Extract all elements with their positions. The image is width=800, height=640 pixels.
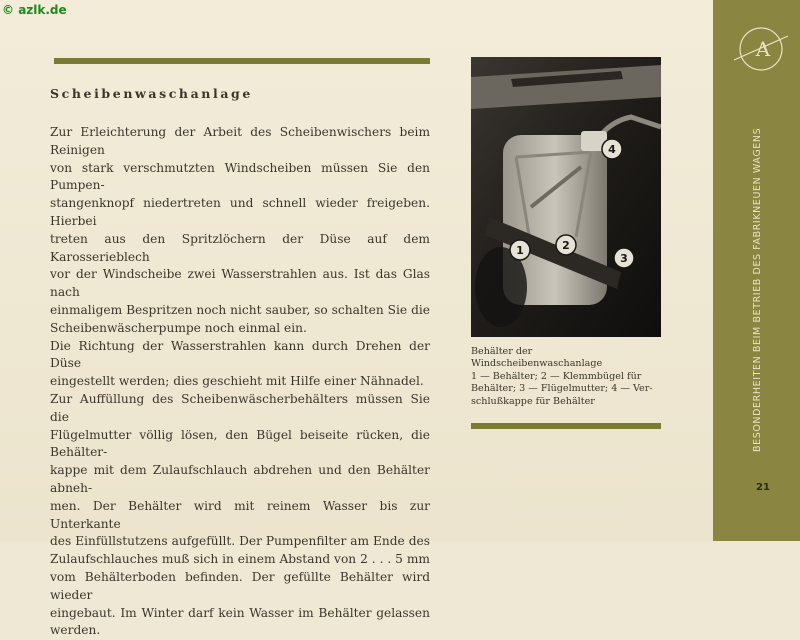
body-line: eingebaut. Im Winter darf kein Wasser im Behälter gelassen: [50, 605, 430, 620]
body-line: Zur Auffüllung des Scheibenwäscherbehälters müssen Sie die: [50, 391, 430, 424]
caption-line: Behälter der Windscheibenwaschanlage: [471, 346, 603, 370]
body-line: Flügelmutter völlig lösen, den Bügel beiseite rücken, die Behälter-: [50, 427, 430, 460]
page-number: 21: [756, 482, 770, 493]
body-line: von stark verschmutzten Windscheiben müssen Sie den Pumpen-: [50, 160, 430, 193]
body-line: eingestellt werden; dies geschieht mit Hilfe einer Nähnadel.: [50, 374, 424, 389]
body-line: einmaligem Bespritzen noch nicht sauber, so schalten Sie die: [50, 302, 430, 317]
body-line: des Einfüllstutzens aufgefüllt. Der Pumpenfilter am Ende des: [50, 534, 430, 549]
body-line: Zur Erleichterung der Arbeit des Scheibenwischers beim Reinigen: [50, 125, 430, 157]
body-line: vor der Windscheibe zwei Wasserstrahlen aus. Ist das Glas nach: [50, 267, 430, 300]
body-text: [50, 124, 430, 640]
body-line: Zulaufschlauches muß sich in einem Abstand von 2 . . . 5 mm: [50, 552, 430, 567]
callout-label: 3: [620, 252, 628, 265]
body-line: men. Der Behälter wird mit reinem Wasser bis zur Unterkante: [50, 498, 430, 531]
body-line: treten aus den Spritzlöchern der Düse auf dem Karosserieblech: [50, 231, 430, 264]
body-line: werden.: [50, 623, 101, 638]
copyright-icon: ©: [2, 3, 14, 17]
body-line: Scheibenwäscherpumpe noch einmal ein.: [50, 320, 307, 335]
body-line: vom Behälterboden befinden. Der gefüllte Behälter wird wieder: [50, 569, 430, 602]
figure-divider-bar: [471, 423, 661, 429]
body-line: stangenknopf niedertreten und schnell wieder freigeben. Hierbei: [50, 196, 430, 228]
body-line: kappe mit dem Zulaufschlauch abdrehen und den Behälter abneh-: [50, 463, 430, 495]
chapter-title-vertical: BESONDERHEITEN BEIM BETRIEB DES FABRIKNEUEN WAGENS: [752, 127, 763, 452]
callout-label: 1: [516, 244, 524, 257]
body-line: Die Richtung der Wasserstrahlen kann durch Drehen der Düse: [50, 338, 430, 371]
photo-illustration: [471, 57, 661, 337]
caption-line: schlußkappe für Behälter: [471, 395, 595, 407]
callout-label: 2: [562, 239, 570, 252]
caption-line: 1 — Behälter; 2 — Klemmbügel für: [471, 370, 642, 382]
brand-logo-icon: [730, 18, 792, 80]
site-watermark: [2, 3, 67, 17]
watermark-text: azlk.de: [18, 3, 67, 17]
caption-line: Behälter; 3 — Flügelmutter; 4 — Ver-: [471, 383, 653, 395]
callout-label: 4: [608, 143, 616, 156]
section-heading: Scheibenwaschanlage: [50, 86, 253, 101]
section-divider-bar: [54, 58, 430, 64]
figure-caption: [471, 346, 663, 408]
washer-reservoir-photo: [471, 57, 661, 337]
logo-letter: A: [755, 37, 771, 61]
